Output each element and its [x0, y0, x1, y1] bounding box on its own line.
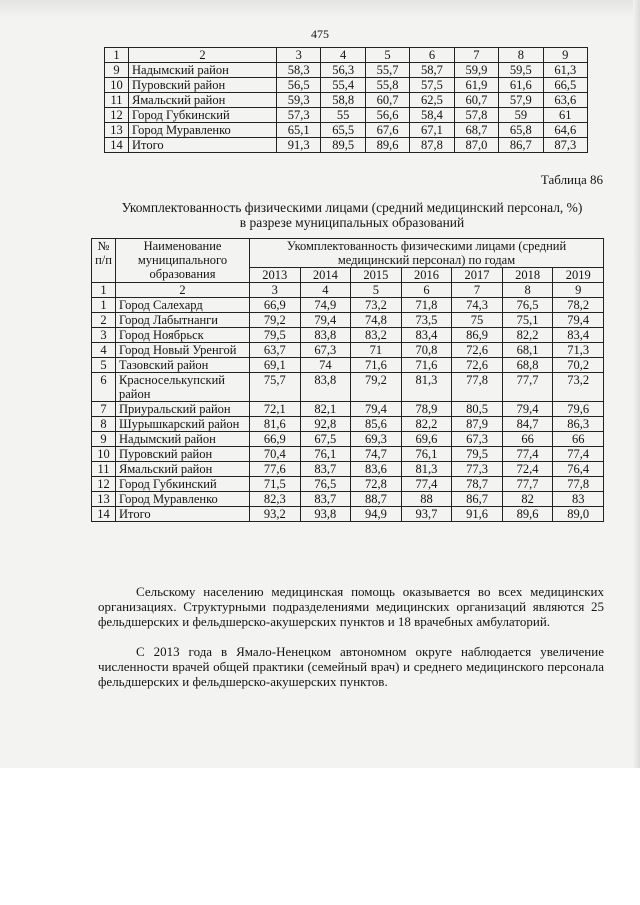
table-row: [92, 298, 604, 313]
column-index-cell: 7: [454, 48, 498, 63]
value-cell: 4: [92, 343, 116, 358]
row-name-cell: Ямальский район: [129, 93, 277, 108]
column-index-cell: 3: [250, 283, 301, 298]
value-cell: 13: [92, 492, 116, 507]
value-cell: 87,9: [452, 417, 503, 432]
value-cell: 73,2: [351, 298, 402, 313]
value-cell: 71,5: [250, 477, 301, 492]
row-name-cell: Красноселькупский район: [116, 373, 250, 402]
value-cell: 66,5: [543, 78, 587, 93]
table-row: [92, 507, 604, 522]
year-header-cell: 2016: [401, 268, 452, 283]
table-row: [92, 492, 604, 507]
table-caption: [80, 200, 624, 230]
table-row: [105, 78, 588, 93]
value-cell: 63,7: [250, 343, 301, 358]
value-cell: 11: [92, 462, 116, 477]
value-cell: 14: [92, 507, 116, 522]
value-cell: 82,2: [401, 417, 452, 432]
value-cell: 74,8: [351, 313, 402, 328]
value-cell: 88: [401, 492, 452, 507]
value-cell: 61,6: [499, 78, 543, 93]
value-cell: 7: [92, 402, 116, 417]
value-cell: 77,4: [553, 447, 604, 462]
value-cell: 77,8: [553, 477, 604, 492]
page-number: 475: [311, 27, 329, 41]
column-index-cell: 5: [365, 48, 409, 63]
table-row: [105, 123, 588, 138]
table-label: Таблица 86: [540, 172, 603, 187]
value-cell: 74,9: [300, 298, 351, 313]
row-name-cell: Город Губкинский: [116, 477, 250, 492]
value-cell: 12: [105, 108, 129, 123]
value-cell: 61,9: [454, 78, 498, 93]
row-name-cell: Пуровский район: [116, 447, 250, 462]
value-cell: 89,0: [553, 507, 604, 522]
column-header-number: № п/п: [92, 239, 116, 283]
table-row: [105, 138, 588, 153]
value-cell: 14: [105, 138, 129, 153]
value-cell: 79,4: [300, 313, 351, 328]
value-cell: 56,3: [321, 63, 365, 78]
scan-shadow-top: [0, 0, 640, 18]
value-cell: 73,2: [553, 373, 604, 402]
value-cell: 74,3: [452, 298, 503, 313]
value-cell: 66: [553, 432, 604, 447]
value-cell: 58,3: [277, 63, 321, 78]
row-name-cell: Приуральский район: [116, 402, 250, 417]
column-index-cell: 5: [351, 283, 402, 298]
value-cell: 72,4: [502, 462, 553, 477]
row-name-cell: Тазовский район: [116, 358, 250, 373]
value-cell: 82,1: [300, 402, 351, 417]
table-row: [92, 462, 604, 477]
value-cell: 67,5: [300, 432, 351, 447]
paragraph-general-practice: С 2013 года в Ямало-Ненецком автономном округе наблюдается увеличение численности врачей общей практики (семейный врач) и среднего медицинского персонала фельдшерских и фельдшерско-акушерских пунктов.: [98, 644, 604, 689]
value-cell: 75,1: [502, 313, 553, 328]
value-cell: 83,7: [300, 462, 351, 477]
scan-shadow-right: [633, 0, 640, 768]
value-cell: 79,5: [250, 328, 301, 343]
table-row: [105, 63, 588, 78]
value-cell: 56,5: [277, 78, 321, 93]
value-cell: 73,5: [401, 313, 452, 328]
value-cell: 91,6: [452, 507, 503, 522]
value-cell: 67,3: [452, 432, 503, 447]
row-name-cell: Пуровский район: [129, 78, 277, 93]
value-cell: 65,8: [499, 123, 543, 138]
value-cell: 3: [92, 328, 116, 343]
value-cell: 77,3: [452, 462, 503, 477]
value-cell: 82,2: [502, 328, 553, 343]
value-cell: 57,9: [499, 93, 543, 108]
value-cell: 81,3: [401, 462, 452, 477]
value-cell: 59,9: [454, 63, 498, 78]
value-cell: 58,4: [410, 108, 454, 123]
value-cell: 68,7: [454, 123, 498, 138]
row-name-cell: Город Ноябрьск: [116, 328, 250, 343]
value-cell: 12: [92, 477, 116, 492]
value-cell: 86,7: [452, 492, 503, 507]
value-cell: 60,7: [454, 93, 498, 108]
value-cell: 86,3: [553, 417, 604, 432]
year-header-cell: 2017: [452, 268, 503, 283]
table-row: [92, 417, 604, 432]
value-cell: 70,8: [401, 343, 452, 358]
year-header-cell: 2018: [502, 268, 553, 283]
value-cell: 74,7: [351, 447, 402, 462]
column-header-group: Укомплектованность физическими лицами (средний медицинский персонал) по годам: [250, 239, 604, 268]
column-index-cell: 8: [502, 283, 553, 298]
value-cell: 89,6: [502, 507, 553, 522]
value-cell: 10: [105, 78, 129, 93]
value-cell: 66,9: [250, 432, 301, 447]
row-name-cell: Итого: [129, 138, 277, 153]
column-index-cell: 2: [116, 283, 250, 298]
value-cell: 91,3: [277, 138, 321, 153]
value-cell: 8: [92, 417, 116, 432]
value-cell: 61,3: [543, 63, 587, 78]
year-header-cell: 2019: [553, 268, 604, 283]
value-cell: 67,6: [365, 123, 409, 138]
value-cell: 72,6: [452, 343, 503, 358]
value-cell: 57,5: [410, 78, 454, 93]
row-name-cell: Надымский район: [129, 63, 277, 78]
row-name-cell: Шурышкарский район: [116, 417, 250, 432]
column-index-cell: 2: [129, 48, 277, 63]
value-cell: 10: [92, 447, 116, 462]
value-cell: 65,1: [277, 123, 321, 138]
value-cell: 55,4: [321, 78, 365, 93]
value-cell: 89,5: [321, 138, 365, 153]
value-cell: 9: [105, 63, 129, 78]
row-name-cell: Город Салехард: [116, 298, 250, 313]
value-cell: 70,4: [250, 447, 301, 462]
table-row: [92, 358, 604, 373]
value-cell: 83: [553, 492, 604, 507]
value-cell: 71,8: [401, 298, 452, 313]
value-cell: 72,8: [351, 477, 402, 492]
value-cell: 76,4: [553, 462, 604, 477]
table-row: [92, 477, 604, 492]
value-cell: 79,4: [351, 402, 402, 417]
value-cell: 63,6: [543, 93, 587, 108]
value-cell: 59,3: [277, 93, 321, 108]
column-index-cell: 3: [277, 48, 321, 63]
value-cell: 69,1: [250, 358, 301, 373]
value-cell: 75,7: [250, 373, 301, 402]
value-cell: 93,2: [250, 507, 301, 522]
value-cell: 76,5: [300, 477, 351, 492]
value-cell: 72,6: [452, 358, 503, 373]
column-index-cell: 6: [401, 283, 452, 298]
value-cell: 68,1: [502, 343, 553, 358]
value-cell: 92,8: [300, 417, 351, 432]
table-row: [92, 373, 604, 402]
value-cell: 93,8: [300, 507, 351, 522]
year-header-cell: 2013: [250, 268, 301, 283]
table-row: [92, 328, 604, 343]
caption-line-1: Укомплектованность физическими лицами (средний медицинский персонал, %): [121, 200, 583, 215]
value-cell: 55,8: [365, 78, 409, 93]
value-cell: 68,8: [502, 358, 553, 373]
table-row: [92, 447, 604, 462]
value-cell: 83,2: [351, 328, 402, 343]
year-header-cell: 2014: [300, 268, 351, 283]
value-cell: 74: [300, 358, 351, 373]
value-cell: 79,5: [452, 447, 503, 462]
value-cell: 80,5: [452, 402, 503, 417]
table-row: [105, 108, 588, 123]
value-cell: 57,8: [454, 108, 498, 123]
value-cell: 2: [92, 313, 116, 328]
paragraph-rural-care: Сельскому населению медицинская помощь оказывается во всех медицинских организациях. Структурными подразделениями медицинских организаций являются 25 фельдшерских и фельдшерско-акушерских пунктов и 18 врачебных амбулаторий.: [98, 584, 604, 629]
value-cell: 79,6: [553, 402, 604, 417]
value-cell: 87,3: [543, 138, 587, 153]
value-cell: 11: [105, 93, 129, 108]
column-index-cell: 6: [410, 48, 454, 63]
value-cell: 77,4: [401, 477, 452, 492]
value-cell: 67,1: [410, 123, 454, 138]
value-cell: 65,5: [321, 123, 365, 138]
value-cell: 79,4: [502, 402, 553, 417]
row-name-cell: Ямальский район: [116, 462, 250, 477]
column-index-row: [92, 283, 604, 298]
value-cell: 71,6: [401, 358, 452, 373]
table-row: [92, 402, 604, 417]
table-row: [92, 313, 604, 328]
value-cell: 76,5: [502, 298, 553, 313]
value-cell: 71: [351, 343, 402, 358]
value-cell: 6: [92, 373, 116, 402]
value-cell: 94,9: [351, 507, 402, 522]
value-cell: 84,7: [502, 417, 553, 432]
value-cell: 1: [92, 298, 116, 313]
value-cell: 89,6: [365, 138, 409, 153]
value-cell: 79,4: [553, 313, 604, 328]
value-cell: 77,4: [502, 447, 553, 462]
column-index-cell: 4: [321, 48, 365, 63]
value-cell: 78,2: [553, 298, 604, 313]
value-cell: 77,8: [452, 373, 503, 402]
value-cell: 69,6: [401, 432, 452, 447]
column-index-cell: 4: [300, 283, 351, 298]
value-cell: 69,3: [351, 432, 402, 447]
value-cell: 72,1: [250, 402, 301, 417]
column-index-cell: 8: [499, 48, 543, 63]
row-name-cell: Итого: [116, 507, 250, 522]
value-cell: 79,2: [250, 313, 301, 328]
column-index-row: [105, 48, 588, 63]
value-cell: 83,6: [351, 462, 402, 477]
value-cell: 77,7: [502, 373, 553, 402]
value-cell: 59,5: [499, 63, 543, 78]
value-cell: 81,6: [250, 417, 301, 432]
value-cell: 58,7: [410, 63, 454, 78]
value-cell: 81,3: [401, 373, 452, 402]
value-cell: 60,7: [365, 93, 409, 108]
value-cell: 82: [502, 492, 553, 507]
row-name-cell: Город Муравленко: [116, 492, 250, 507]
column-index-cell: 7: [452, 283, 503, 298]
value-cell: 71,6: [351, 358, 402, 373]
row-name-cell: Надымский район: [116, 432, 250, 447]
value-cell: 77,7: [502, 477, 553, 492]
value-cell: 61: [543, 108, 587, 123]
column-header-name: Наименование муниципального образования: [116, 239, 250, 283]
value-cell: 85,6: [351, 417, 402, 432]
value-cell: 71,3: [553, 343, 604, 358]
row-name-cell: Город Лабытнанги: [116, 313, 250, 328]
value-cell: 76,1: [300, 447, 351, 462]
value-cell: 88,7: [351, 492, 402, 507]
value-cell: 13: [105, 123, 129, 138]
value-cell: 75: [452, 313, 503, 328]
value-cell: 83,4: [553, 328, 604, 343]
row-name-cell: Город Муравленко: [129, 123, 277, 138]
value-cell: 82,3: [250, 492, 301, 507]
value-cell: 57,3: [277, 108, 321, 123]
value-cell: 86,7: [499, 138, 543, 153]
value-cell: 78,7: [452, 477, 503, 492]
value-cell: 66,9: [250, 298, 301, 313]
value-cell: 78,9: [401, 402, 452, 417]
value-cell: 83,7: [300, 492, 351, 507]
column-index-cell: 1: [105, 48, 129, 63]
value-cell: 55,7: [365, 63, 409, 78]
table-row: [105, 93, 588, 108]
value-cell: 79,2: [351, 373, 402, 402]
caption-line-2: в разрезе муниципальных образований: [239, 215, 465, 230]
value-cell: 93,7: [401, 507, 452, 522]
value-cell: 9: [92, 432, 116, 447]
row-name-cell: Город Новый Уренгой: [116, 343, 250, 358]
value-cell: 59: [499, 108, 543, 123]
value-cell: 77,6: [250, 462, 301, 477]
value-cell: 83,4: [401, 328, 452, 343]
value-cell: 87,8: [410, 138, 454, 153]
value-cell: 58,8: [321, 93, 365, 108]
value-cell: 70,2: [553, 358, 604, 373]
value-cell: 83,8: [300, 328, 351, 343]
year-header-cell: 2015: [351, 268, 402, 283]
value-cell: 56,6: [365, 108, 409, 123]
continued-table: [104, 47, 588, 153]
value-cell: 76,1: [401, 447, 452, 462]
value-cell: 66: [502, 432, 553, 447]
value-cell: 64,6: [543, 123, 587, 138]
value-cell: 5: [92, 358, 116, 373]
value-cell: 67,3: [300, 343, 351, 358]
value-cell: 83,8: [300, 373, 351, 402]
value-cell: 55: [321, 108, 365, 123]
column-index-cell: 1: [92, 283, 116, 298]
column-index-cell: 9: [543, 48, 587, 63]
table-row: [92, 343, 604, 358]
column-index-cell: 9: [553, 283, 604, 298]
value-cell: 87,0: [454, 138, 498, 153]
row-name-cell: Город Губкинский: [129, 108, 277, 123]
value-cell: 86,9: [452, 328, 503, 343]
value-cell: 62,5: [410, 93, 454, 108]
staffing-table: [91, 238, 604, 522]
header-row: [92, 239, 604, 268]
table-row: [92, 432, 604, 447]
